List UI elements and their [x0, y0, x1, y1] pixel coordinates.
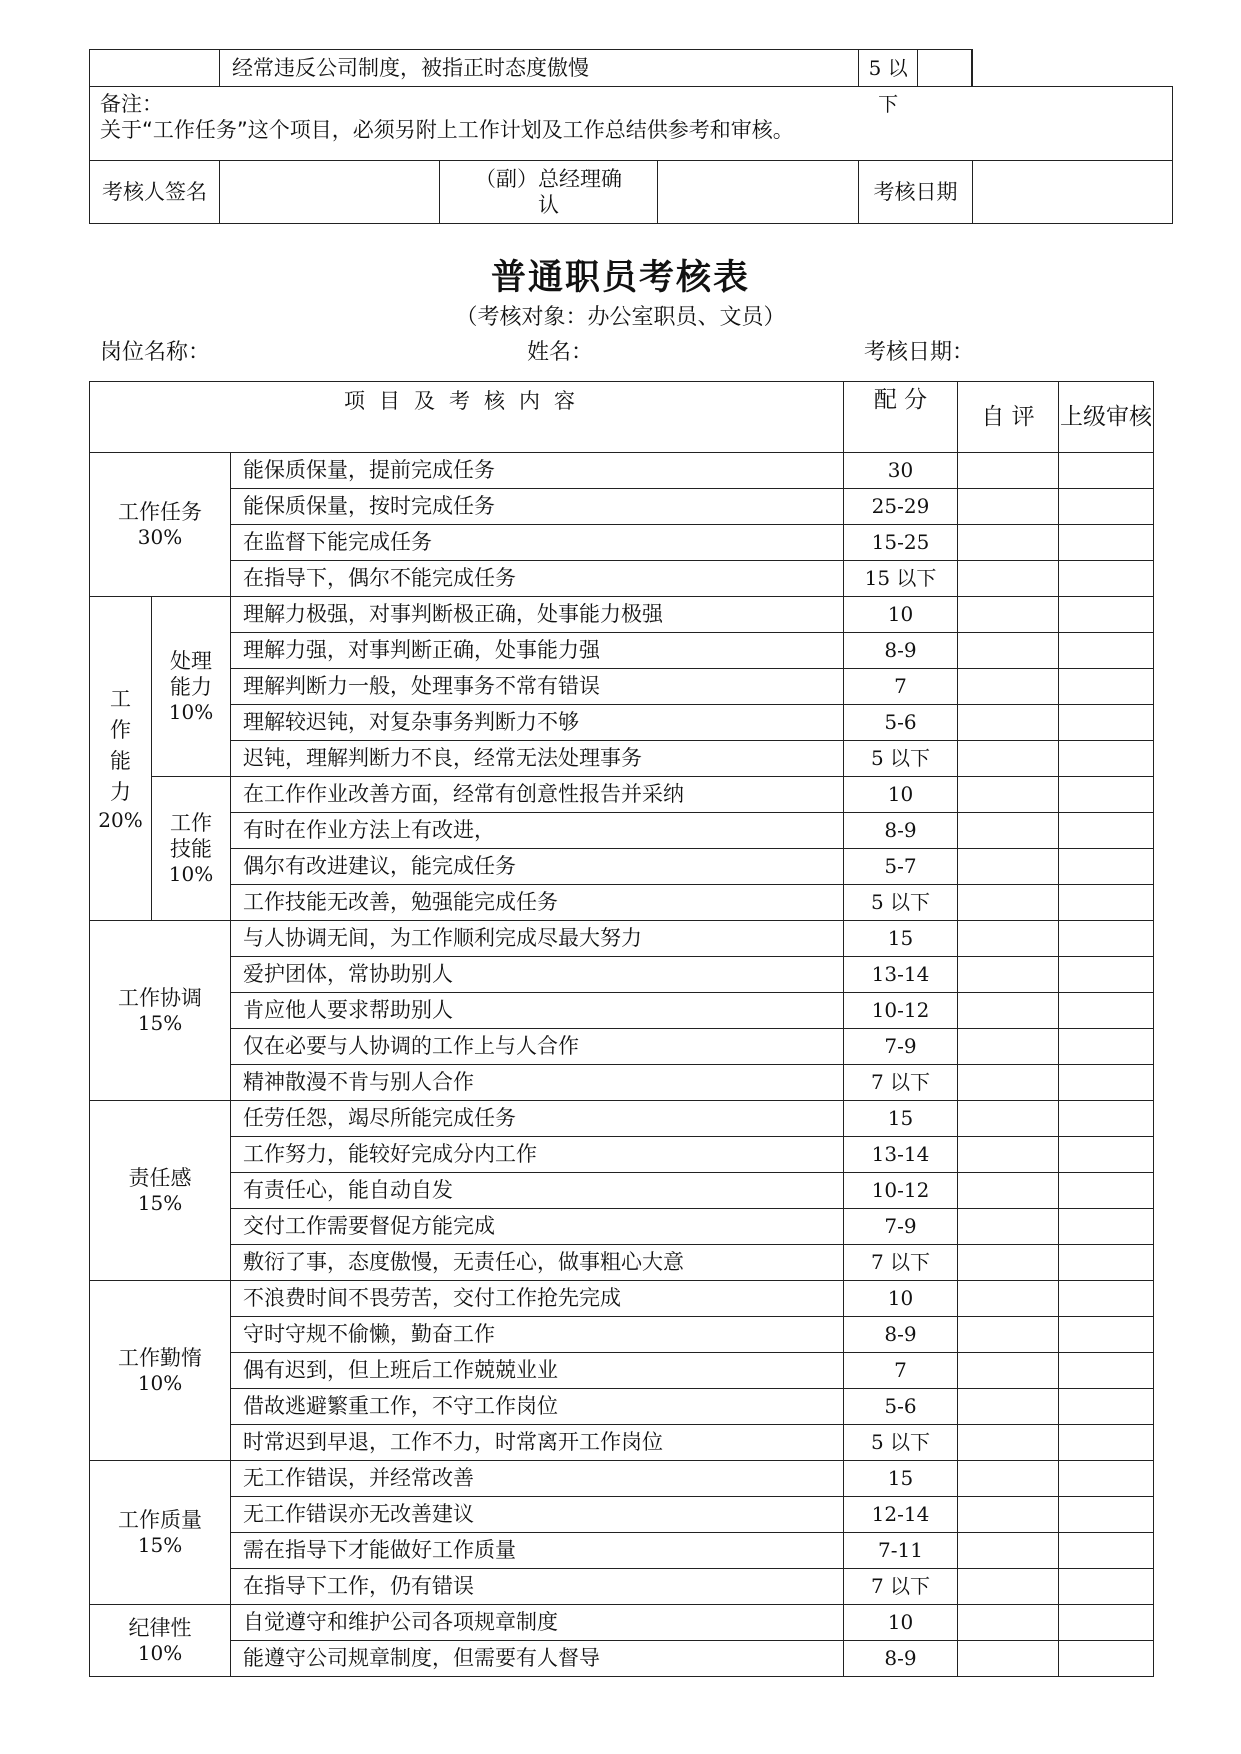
score-value: 10: [844, 777, 958, 813]
self-eval-cell[interactable]: [958, 777, 1059, 813]
note-label: 备注：: [100, 92, 163, 116]
criterion-text: 工作技能无改善，勉强能完成任务: [231, 885, 844, 921]
superior-header: 上级审核: [1059, 382, 1154, 453]
self-eval-cell[interactable]: [958, 993, 1059, 1029]
criterion-text: 能保质保量，按时完成任务: [231, 489, 844, 525]
self-eval-cell[interactable]: [958, 1497, 1059, 1533]
criterion-text: 肯应他人要求帮助别人: [231, 993, 844, 1029]
score-value: 8-9: [844, 1641, 958, 1677]
table-row: [90, 1569, 1154, 1605]
criterion-text: 理解力极强，对事判断极正确，处事能力极强: [231, 597, 844, 633]
category-cell: [90, 1281, 231, 1461]
score-value: 10-12: [844, 993, 958, 1029]
category-cell: [90, 921, 231, 1101]
criterion-text: 在指导下工作，仍有错误: [231, 1569, 844, 1605]
score-value: 5 以下: [844, 741, 958, 777]
score-value: 15: [844, 1101, 958, 1137]
criterion-text: 理解力强，对事判断正确，处事能力强: [231, 633, 844, 669]
superior-eval-cell[interactable]: [1059, 1281, 1154, 1317]
table-row: [90, 921, 1154, 957]
table-row: [90, 597, 1154, 633]
category-label: 工作质量: [118, 1507, 202, 1532]
criterion-text: 理解较迟钝，对复杂事务判断力不够: [231, 705, 844, 741]
category-label: 责任感: [128, 1165, 192, 1190]
table-row: [90, 1101, 1154, 1137]
superior-eval-cell[interactable]: [1059, 957, 1154, 993]
evaluation-table: [89, 381, 1154, 1677]
subcategory-label-line2: 技能: [170, 837, 212, 861]
superior-eval-cell[interactable]: [1059, 1461, 1154, 1497]
category-weight: 15%: [137, 1011, 183, 1036]
name-label: 姓名：: [527, 340, 594, 365]
score-value: 5-6: [844, 705, 958, 741]
self-eval-cell[interactable]: [958, 957, 1059, 993]
subcategory-label-line2: 能力: [170, 675, 212, 699]
table-row: [90, 813, 1154, 849]
subcategory-weight: 10%: [168, 700, 214, 725]
score-value: 10: [844, 597, 958, 633]
score-value: 7-9: [844, 1029, 958, 1065]
superior-eval-cell[interactable]: [1059, 1245, 1154, 1281]
self-eval-cell[interactable]: [958, 525, 1059, 561]
score-value: 7: [844, 1353, 958, 1389]
note-cell: [90, 87, 1173, 161]
table-row: [90, 1029, 1154, 1065]
self-eval-cell[interactable]: [958, 741, 1059, 777]
table-row: [90, 1389, 1154, 1425]
superior-eval-cell[interactable]: [1059, 1641, 1154, 1677]
superior-eval-cell[interactable]: [1059, 597, 1154, 633]
category-label: 工作能力: [109, 687, 131, 804]
superior-eval-cell[interactable]: [1059, 561, 1154, 597]
self-eval-cell[interactable]: [958, 1137, 1059, 1173]
table-row: [90, 849, 1154, 885]
table-row: [90, 561, 1154, 597]
criterion-text: 自觉遵守和维护公司各项规章制度: [231, 1605, 844, 1641]
score-value: 10: [844, 1605, 958, 1641]
superior-eval-cell[interactable]: [1059, 1173, 1154, 1209]
criterion-text: 能保质保量，提前完成任务: [231, 453, 844, 489]
score-value: 15-25: [844, 525, 958, 561]
superior-eval-cell[interactable]: [1059, 1353, 1154, 1389]
score-value: 30: [844, 453, 958, 489]
score-value: 10-12: [844, 1173, 958, 1209]
criterion-text: 有时在作业方法上有改进，: [231, 813, 844, 849]
self-eval-cell[interactable]: [958, 1425, 1059, 1461]
gm-confirm-label-line2: 认: [538, 193, 559, 217]
criterion-text: 偶有迟到，但上班后工作兢兢业业: [231, 1353, 844, 1389]
table-row: [90, 1173, 1154, 1209]
score-value: 15: [844, 921, 958, 957]
score-value: 7 以下: [844, 1245, 958, 1281]
criterion-text: 爱护团体，常协助别人: [231, 957, 844, 993]
score-value: 7 以下: [844, 1569, 958, 1605]
criterion-text: 需在指导下才能做好工作质量: [231, 1533, 844, 1569]
criterion-text: 无工作错误亦无改善建议: [231, 1497, 844, 1533]
table-row: [90, 489, 1154, 525]
table-row: [90, 1605, 1154, 1641]
subcategory-label-line1: 处理: [170, 648, 212, 673]
self-eval-cell[interactable]: [958, 489, 1059, 525]
gm-confirm-field[interactable]: [658, 161, 859, 224]
criterion-text: 不浪费时间不畏劳苦，交付工作抢先完成: [231, 1281, 844, 1317]
table-row: [90, 741, 1154, 777]
superior-eval-cell[interactable]: [1059, 777, 1154, 813]
table-row: [90, 1281, 1154, 1317]
score-value: 5 以下: [844, 1425, 958, 1461]
table-row: [90, 705, 1154, 741]
score-value: 8-9: [844, 813, 958, 849]
score-header: 配 分: [844, 382, 958, 453]
table-row: [90, 1317, 1154, 1353]
self-eval-cell[interactable]: [958, 633, 1059, 669]
category-weight: 15%: [137, 1191, 183, 1216]
subcategory-cell: [152, 597, 231, 777]
score-value: 5-6: [844, 1389, 958, 1425]
date-label: 考核日期：: [864, 340, 975, 365]
self-eval-cell[interactable]: [958, 705, 1059, 741]
page-subtitle: （考核对象：办公室职员、文员）: [455, 305, 786, 330]
superior-eval-cell[interactable]: [1059, 1101, 1154, 1137]
category-weight: 10%: [137, 1371, 183, 1396]
table-row: [90, 1245, 1154, 1281]
position-label: 岗位名称：: [100, 340, 211, 365]
self-eval-cell[interactable]: [958, 1101, 1059, 1137]
criterion-text: 守时守规不偷懒，勤奋工作: [231, 1317, 844, 1353]
self-eval-cell[interactable]: [958, 1569, 1059, 1605]
superior-eval-cell[interactable]: [1059, 1209, 1154, 1245]
subcategory-weight: 10%: [168, 862, 214, 887]
self-eval-cell[interactable]: [958, 1065, 1059, 1101]
review-date-label: 考核日期: [859, 161, 973, 224]
criterion-text: 时常迟到早退，工作不力，时常离开工作岗位: [231, 1425, 844, 1461]
self-eval-cell[interactable]: [958, 1605, 1059, 1641]
table-row: [90, 993, 1154, 1029]
superior-eval-cell[interactable]: [1059, 1605, 1154, 1641]
superior-eval-cell[interactable]: [1059, 921, 1154, 957]
criterion-text: 迟钝，理解判断力不良，经常无法处理事务: [231, 741, 844, 777]
criterion-text: 经常违反公司制度，被指正时态度傲慢: [220, 50, 859, 87]
superior-eval-cell[interactable]: [1059, 1065, 1154, 1101]
table-header-row: [90, 382, 1154, 453]
table-row: [90, 957, 1154, 993]
criterion-text: 敷衍了事，态度傲慢，无责任心，做事粗心大意: [231, 1245, 844, 1281]
self-eval-cell[interactable]: [958, 1317, 1059, 1353]
self-eval-cell[interactable]: [958, 1281, 1059, 1317]
self-eval-cell[interactable]: [958, 1029, 1059, 1065]
table-row: [90, 50, 1173, 87]
self-eval-cell[interactable]: [958, 561, 1059, 597]
category-label: 工作勤惰: [118, 1345, 202, 1370]
subcategory-cell: [152, 777, 231, 921]
self-eval-cell[interactable]: [958, 813, 1059, 849]
self-eval-cell[interactable]: [958, 1173, 1059, 1209]
table-row: [90, 453, 1154, 489]
criterion-text: 无工作错误，并经常改善: [231, 1461, 844, 1497]
page-title: 普通职员考核表: [490, 258, 750, 298]
criterion-text: 与人协调无间，为工作顺利完成尽最大努力: [231, 921, 844, 957]
self-eval-cell[interactable]: [958, 1533, 1059, 1569]
category-cell: [90, 597, 152, 921]
signer-label: 考核人签名: [90, 161, 220, 224]
table-row: [90, 669, 1154, 705]
criterion-text: 在监督下能完成任务: [231, 525, 844, 561]
table-row: [90, 1425, 1154, 1461]
signature-row: [90, 161, 1173, 224]
criterion-text: 工作努力，能较好完成分内工作: [231, 1137, 844, 1173]
score-value: 25-29: [844, 489, 958, 525]
criterion-text: 偶尔有改进建议，能完成任务: [231, 849, 844, 885]
signer-field[interactable]: [220, 161, 440, 224]
table-row: [90, 1461, 1154, 1497]
table-row: [90, 1353, 1154, 1389]
previous-table: [89, 49, 1173, 224]
superior-eval-cell[interactable]: [1059, 1137, 1154, 1173]
criterion-text: 能遵守公司规章制度，但需要有人督导: [231, 1641, 844, 1677]
table-row: [90, 1641, 1154, 1677]
content-header-text: 项目及考核内容: [344, 389, 589, 413]
self-eval-cell[interactable]: [958, 885, 1059, 921]
table-row: [90, 1533, 1154, 1569]
table-row: [90, 1497, 1154, 1533]
score-value: 5-7: [844, 849, 958, 885]
category-cell: [90, 453, 231, 597]
category-label: 工作协调: [118, 985, 202, 1010]
score-value: 8-9: [844, 1317, 958, 1353]
self-eval-cell[interactable]: [958, 1641, 1059, 1677]
criterion-text: 仅在必要与人协调的工作上与人合作: [231, 1029, 844, 1065]
superior-eval-cell[interactable]: [1059, 885, 1154, 921]
gm-confirm-label: [440, 161, 658, 224]
table-row: [90, 885, 1154, 921]
empty-cell: [90, 50, 220, 87]
category-weight: 15%: [137, 1533, 183, 1558]
criterion-text: 交付工作需要督促方能完成: [231, 1209, 844, 1245]
category-weight: 20%: [98, 808, 143, 832]
score-value: 7 以下: [844, 1065, 958, 1101]
criterion-text: 有责任心，能自动自发: [231, 1173, 844, 1209]
superior-eval-cell[interactable]: [1059, 633, 1154, 669]
category-weight: 10%: [137, 1641, 183, 1666]
superior-eval-cell[interactable]: [1059, 993, 1154, 1029]
category-cell: [90, 1101, 231, 1281]
self-eval-cell[interactable]: [958, 1461, 1059, 1497]
category-weight: 30%: [137, 525, 183, 550]
subcategory-label-line1: 工作: [170, 810, 212, 835]
score-value: 5 以下: [844, 885, 958, 921]
score-value: 13-14: [844, 957, 958, 993]
score-value: 8-9: [844, 633, 958, 669]
superior-eval-cell[interactable]: [1059, 1425, 1154, 1461]
content-header: [90, 382, 844, 453]
table-row: [90, 1137, 1154, 1173]
superior-eval-cell[interactable]: [1059, 525, 1154, 561]
self-eval-cell[interactable]: [958, 921, 1059, 957]
category-label: 纪律性: [128, 1615, 192, 1640]
note-text: 关于“工作任务”这个项目，必须另附上工作计划及工作总结供参考和审核。: [100, 118, 794, 143]
table-row: [90, 1209, 1154, 1245]
table-row: [90, 1065, 1154, 1101]
score-value: 7-11: [844, 1533, 958, 1569]
criterion-text: 任劳任怨，竭尽所能完成任务: [231, 1101, 844, 1137]
superior-eval-cell[interactable]: [1059, 705, 1154, 741]
score-value: 5 以下: [859, 50, 918, 86]
self-eval-cell[interactable]: [958, 849, 1059, 885]
category-cell: [90, 1461, 231, 1605]
score-cell: [859, 50, 973, 116]
category-label: 工作任务: [118, 499, 202, 524]
category-cell: [90, 1605, 231, 1677]
superior-eval-cell[interactable]: [1059, 669, 1154, 705]
superior-eval-cell[interactable]: [1059, 1533, 1154, 1569]
criterion-text: 在工作作业改善方面，经常有创意性报告并采纳: [231, 777, 844, 813]
review-date-field[interactable]: [973, 161, 1173, 224]
self-eval-cell[interactable]: [958, 1353, 1059, 1389]
score-value: 7-9: [844, 1209, 958, 1245]
self-eval-header: 自 评: [958, 382, 1059, 453]
superior-eval-cell[interactable]: [1059, 489, 1154, 525]
superior-eval-cell[interactable]: [1059, 1569, 1154, 1605]
criterion-text: 借故逃避繁重工作，不守工作岗位: [231, 1389, 844, 1425]
superior-eval-cell[interactable]: [1059, 849, 1154, 885]
score-value: 7: [844, 669, 958, 705]
self-eval-cell[interactable]: [958, 1209, 1059, 1245]
self-eval-cell[interactable]: [958, 1389, 1059, 1425]
table-row: [90, 633, 1154, 669]
score-value: 13-14: [844, 1137, 958, 1173]
self-eval-cell[interactable]: [958, 453, 1059, 489]
superior-eval-cell[interactable]: [1059, 453, 1154, 489]
self-eval-cell[interactable]: [918, 50, 972, 86]
self-eval-cell[interactable]: [958, 597, 1059, 633]
score-value: 15: [844, 1461, 958, 1497]
superior-eval-cell[interactable]: [1059, 741, 1154, 777]
self-eval-cell[interactable]: [958, 669, 1059, 705]
self-eval-cell[interactable]: [958, 1245, 1059, 1281]
table-row: [90, 777, 1154, 813]
table-row: [90, 525, 1154, 561]
superior-eval-cell[interactable]: [1059, 1497, 1154, 1533]
note-row: [90, 87, 1173, 161]
criterion-text: 精神散漫不肯与别人合作: [231, 1065, 844, 1101]
superior-eval-cell[interactable]: [1059, 1317, 1154, 1353]
superior-eval-cell[interactable]: [1059, 1029, 1154, 1065]
gm-confirm-label-line1: （副）总经理确: [475, 166, 622, 191]
score-value: 12-14: [844, 1497, 958, 1533]
superior-eval-cell[interactable]: [1059, 813, 1154, 849]
superior-eval-cell[interactable]: [1059, 1389, 1154, 1425]
criterion-text: 理解判断力一般，处理事务不常有错误: [231, 669, 844, 705]
score-value: 10: [844, 1281, 958, 1317]
criterion-text: 在指导下，偶尔不能完成任务: [231, 561, 844, 597]
score-value: 15 以下: [844, 561, 958, 597]
